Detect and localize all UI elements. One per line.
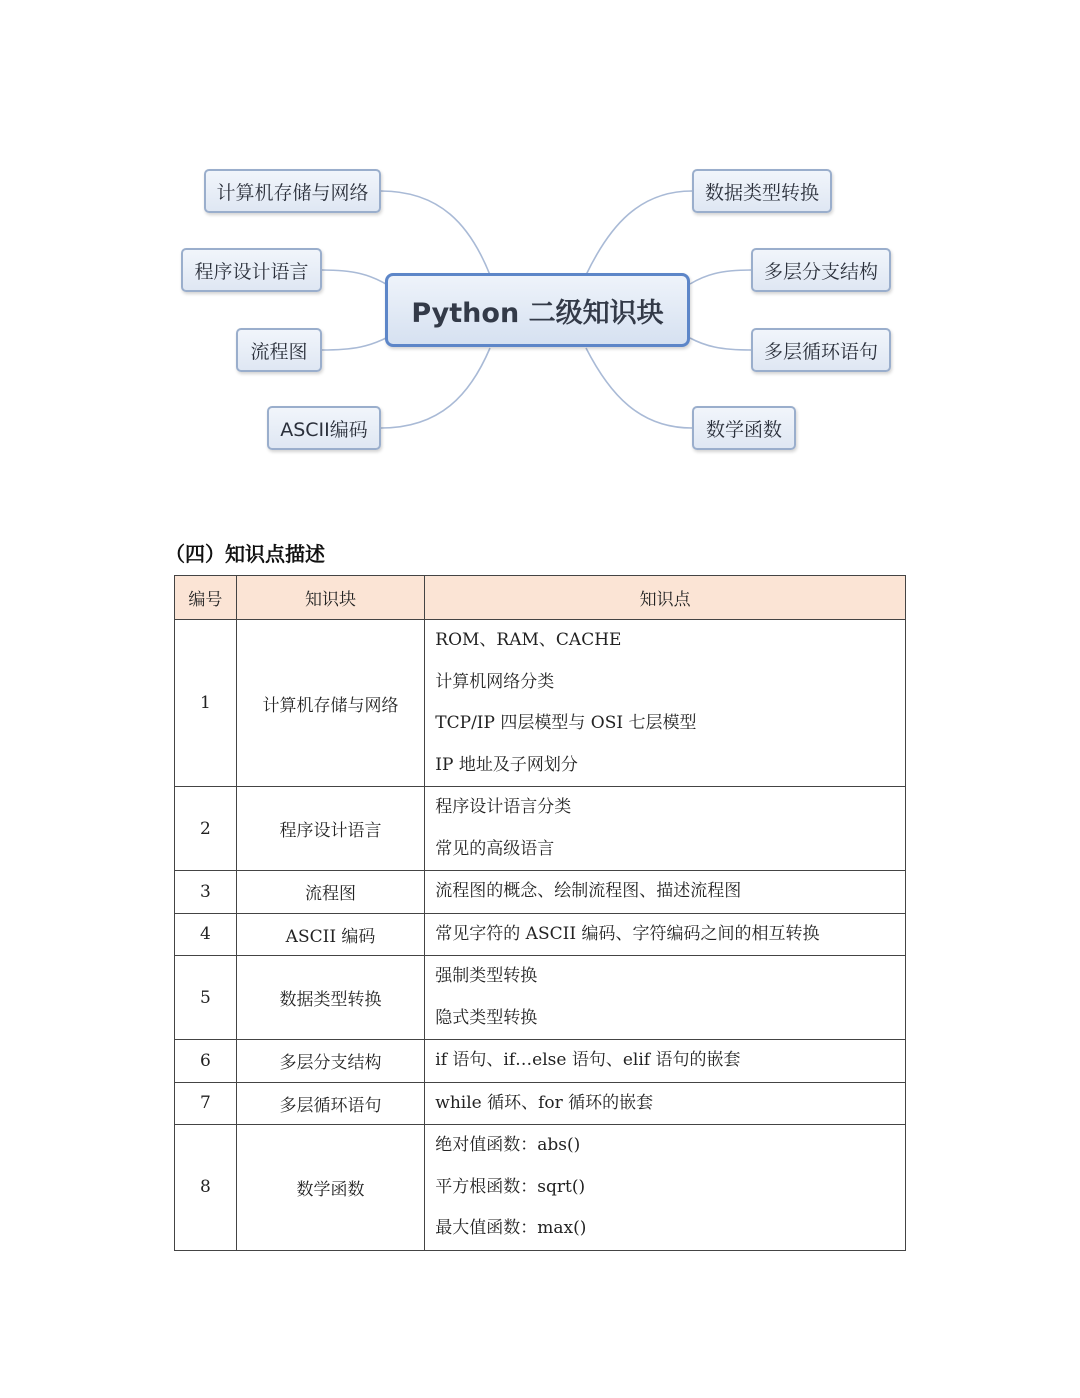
row-block: 计算机存储与网络: [236, 620, 424, 787]
table-row: [175, 620, 906, 787]
node-math: 数学函数: [692, 406, 796, 450]
row-block: 流程图: [236, 871, 424, 914]
connector-5: [586, 191, 692, 275]
point-item: 隐式类型转换: [435, 1007, 538, 1028]
node-ascii: ASCII编码: [267, 406, 381, 450]
point-item: 常见字符的 ASCII 编码、字符编码之间的相互转换: [435, 923, 820, 944]
connector-2: [322, 270, 386, 284]
row-number: 6: [175, 1040, 237, 1083]
row-number: 2: [175, 787, 237, 871]
connector-3: [322, 338, 386, 350]
connector-6: [690, 270, 751, 284]
point-item: 常见的高级语言: [435, 838, 555, 859]
row-block: 多层循环语句: [236, 1082, 424, 1125]
row-number: 7: [175, 1082, 237, 1125]
row-number: 1: [175, 620, 237, 787]
row-points: [425, 913, 906, 956]
mind-map-connectors: [0, 0, 1080, 480]
knowledge-table: [174, 575, 906, 1251]
node-programming-language: 程序设计语言: [181, 248, 322, 292]
table-row: [175, 1125, 906, 1251]
row-block: 程序设计语言: [236, 787, 424, 871]
header-point: 知识点: [425, 576, 906, 620]
table-header-row: [175, 576, 906, 620]
table-row: [175, 956, 906, 1040]
mind-map: [0, 0, 1080, 480]
point-item: 最大值函数：max(): [435, 1218, 587, 1238]
row-points: [425, 956, 906, 1040]
connector-7: [690, 338, 751, 350]
point-item: 计算机网络分类: [435, 671, 555, 692]
node-branch: 多层分支结构: [751, 248, 891, 292]
header-block: 知识块: [236, 576, 424, 620]
header-number: 编号: [175, 576, 237, 620]
row-points: [425, 1040, 906, 1083]
row-number: 8: [175, 1125, 237, 1251]
node-type-conversion: 数据类型转换: [692, 169, 832, 213]
connector-4: [381, 348, 490, 428]
point-item: 流程图的概念、绘制流程图、描述流程图: [435, 881, 742, 901]
node-flowchart: 流程图: [236, 328, 322, 372]
table-row: [175, 787, 906, 871]
table-row: [175, 1082, 906, 1125]
point-item: 程序设计语言分类: [435, 797, 572, 817]
point-item: ROM、RAM、CACHE: [435, 630, 622, 650]
point-item: TCP/IP 四层模型与 OSI 七层模型: [435, 713, 697, 733]
center-node: Python 二级知识块: [385, 273, 690, 347]
row-block: ASCII 编码: [236, 913, 424, 956]
point-item: if 语句、if…else 语句、elif 语句的嵌套: [435, 1050, 741, 1070]
table-row: [175, 1040, 906, 1083]
point-item: while 循环、for 循环的嵌套: [435, 1092, 654, 1113]
table-row: [175, 871, 906, 914]
row-points: [425, 871, 906, 914]
section-title: （四）知识点描述: [165, 542, 325, 566]
row-number: 3: [175, 871, 237, 914]
row-points: [425, 1125, 906, 1251]
table-row: [175, 913, 906, 956]
row-points: [425, 787, 906, 871]
connector-8: [586, 348, 692, 428]
point-item: 强制类型转换: [435, 966, 538, 986]
point-item: IP 地址及子网划分: [435, 754, 578, 775]
row-block: 数据类型转换: [236, 956, 424, 1040]
row-number: 4: [175, 913, 237, 956]
row-number: 5: [175, 956, 237, 1040]
row-points: [425, 620, 906, 787]
row-block: 数学函数: [236, 1125, 424, 1251]
row-block: 多层分支结构: [236, 1040, 424, 1083]
node-storage-network: 计算机存储与网络: [204, 169, 381, 213]
connector-1: [381, 191, 490, 275]
row-points: [425, 1082, 906, 1125]
node-loop: 多层循环语句: [751, 328, 891, 372]
point-item: 平方根函数：sqrt(): [435, 1176, 586, 1197]
point-item: 绝对值函数：abs(): [435, 1135, 581, 1155]
